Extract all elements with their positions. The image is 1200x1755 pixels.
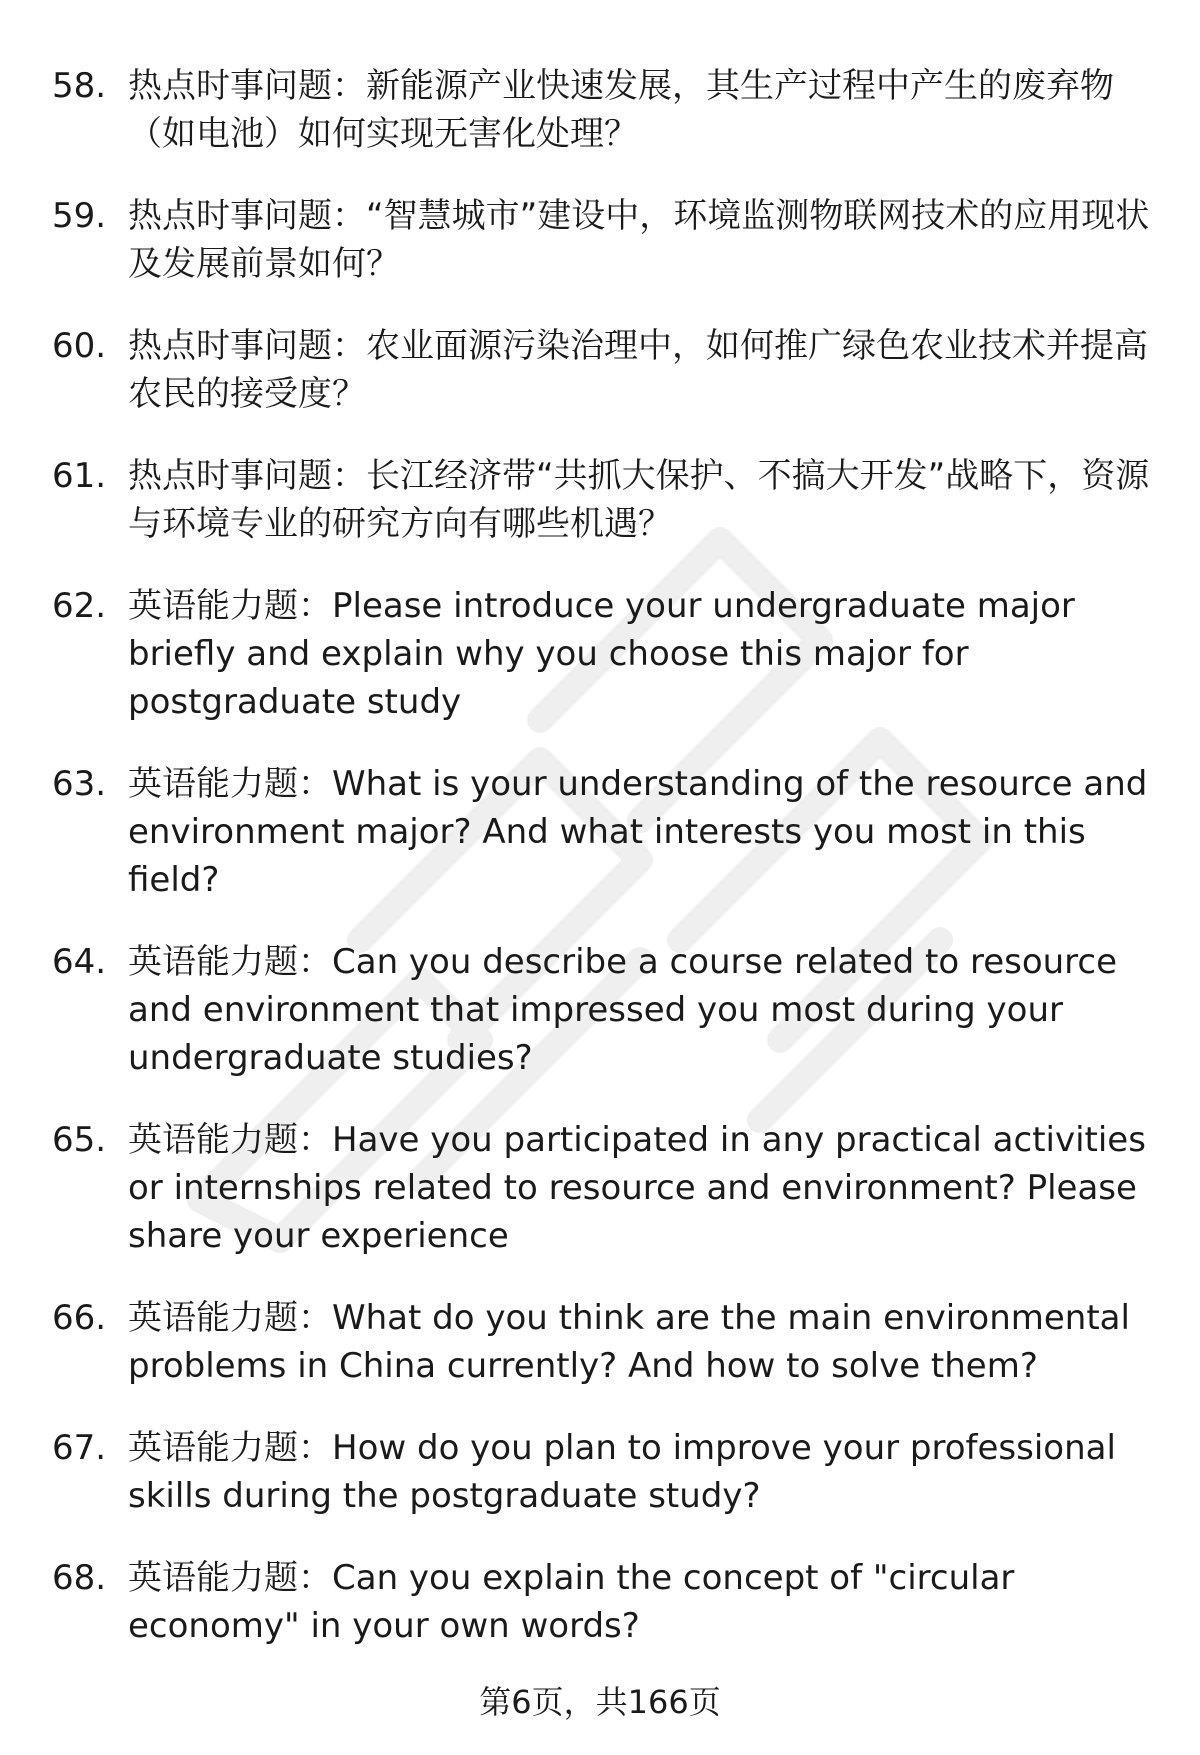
question-text-block (128, 452, 1152, 548)
question-text-block (128, 1554, 1152, 1650)
question-text: 新能源产业快速发展，其生产过程中产生的废弃物（如电池）如何实现无害化处理？ (128, 66, 1114, 154)
question-list (52, 62, 1152, 1684)
list-item (52, 452, 1152, 548)
question-text: 长江经济带“共抓大保护、不搞大开发”战略下，资源与环境专业的研究方向有哪些机遇？ (128, 456, 1150, 544)
question-text: Please introduce your undergraduate major briefly and explain why you choose this major for postgraduate study (128, 586, 1075, 722)
page-footer (0, 1680, 1200, 1724)
question-text: What is your understanding of the resource and environment major? And what interests you most in this field? (128, 764, 1148, 900)
list-item (52, 1554, 1152, 1650)
question-text: Have you participated in any practical activities or internships related to resource and environment? Please share your experience (128, 1120, 1146, 1256)
question-number: 68. (52, 1558, 107, 1598)
question-number: 67. (52, 1428, 107, 1468)
list-item (52, 1424, 1152, 1520)
question-text: How do you plan to improve your professional skills during the postgraduate study? (128, 1428, 1116, 1516)
question-category: 英语能力题： (128, 764, 332, 804)
list-item (52, 760, 1152, 904)
question-text: Can you describe a course related to resource and environment that impressed you most during your undergraduate studies? (128, 942, 1118, 1078)
question-number: 60. (52, 326, 107, 366)
question-text-block (128, 582, 1152, 726)
question-category: 英语能力题： (128, 1298, 332, 1338)
question-category: 热点时事问题： (128, 66, 366, 106)
question-text: Can you explain the concept of "circular economy" in your own words? (128, 1558, 1015, 1646)
question-category: 热点时事问题： (128, 196, 366, 236)
list-item (52, 322, 1152, 418)
question-number: 62. (52, 586, 107, 626)
question-number: 61. (52, 456, 107, 496)
list-item (52, 1116, 1152, 1260)
question-number: 63. (52, 764, 107, 804)
question-text-block (128, 62, 1152, 158)
question-category: 英语能力题： (128, 942, 332, 982)
question-text-block (128, 1116, 1152, 1260)
question-number: 64. (52, 942, 107, 982)
question-number: 66. (52, 1298, 107, 1338)
question-text: What do you think are the main environmental problems in China currently? And how to solve them? (128, 1298, 1130, 1386)
list-item (52, 192, 1152, 288)
list-item (52, 62, 1152, 158)
page-indicator: 第6页，共166页 (479, 1683, 721, 1721)
question-category: 英语能力题： (128, 1428, 332, 1468)
question-category: 热点时事问题： (128, 326, 366, 366)
question-text-block (128, 192, 1152, 288)
question-category: 热点时事问题： (128, 456, 366, 496)
question-text: “智慧城市”建设中，环境监测物联网技术的应用现状及发展前景如何？ (128, 196, 1150, 284)
question-text-block (128, 938, 1152, 1082)
question-number: 65. (52, 1120, 107, 1160)
question-number: 59. (52, 196, 107, 236)
question-category: 英语能力题： (128, 586, 332, 626)
list-item (52, 938, 1152, 1082)
list-item (52, 1294, 1152, 1390)
question-text: 农业面源污染治理中，如何推广绿色农业技术并提高农民的接受度？ (128, 326, 1148, 414)
question-text-block (128, 322, 1152, 418)
list-item (52, 582, 1152, 726)
question-category: 英语能力题： (128, 1558, 332, 1598)
question-number: 58. (52, 66, 107, 106)
question-text-block (128, 760, 1152, 904)
question-category: 英语能力题： (128, 1120, 332, 1160)
question-text-block (128, 1424, 1152, 1520)
question-text-block (128, 1294, 1152, 1390)
